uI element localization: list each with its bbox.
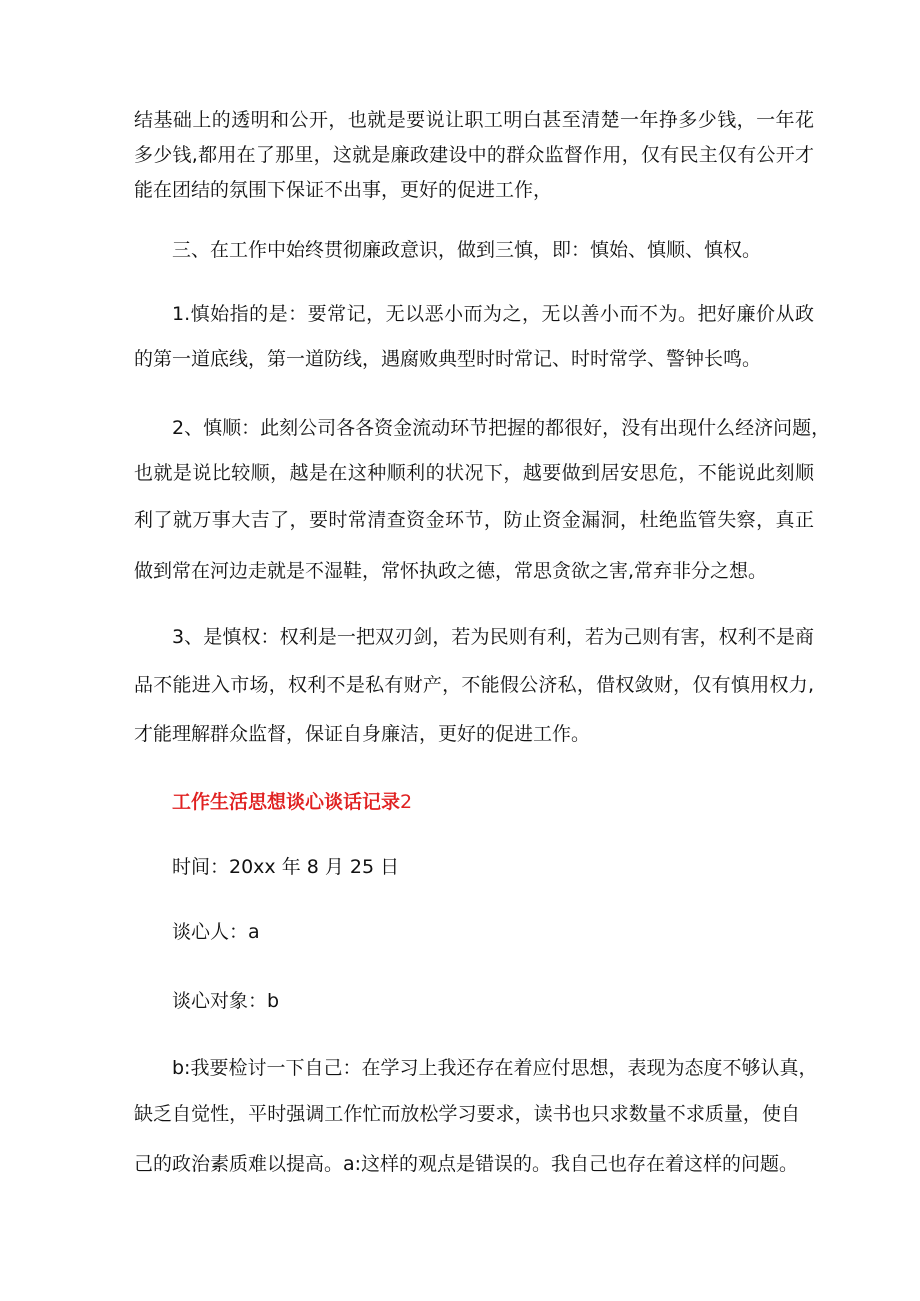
paragraph-line: 品不能进入市场，权利不是私有财产，不能假公济私，借权敛财，仅有慎用权力, [134,674,814,696]
paragraph-line: 做到常在河边走就是不湿鞋，常怀执政之德，常思贪欲之害,常弃非分之想。 [134,560,768,582]
meta-speaker: 谈心人：a [172,921,260,943]
paragraph-line: 2、慎顺：此刻公司各各资金流动环节把握的都很好，没有出现什么经济问题， [172,417,831,439]
paragraph-line: 己的政治素质难以提高。a:这样的观点是错误的。我自己也存在着这样的问题。 [134,1153,799,1175]
paragraph-line: 3、是慎权：权利是一把双刃剑，若为民则有利，若为己则有害，权利不是商 [172,626,814,648]
section-heading-title: 工作生活思想谈心谈话记录 [172,791,401,813]
section-heading [172,788,852,816]
section-three-heading: 三、在工作中始终贯彻廉政意识，做到三慎，即：慎始、慎顺、慎权。 [172,239,762,261]
paragraph-line: b:我要检讨一下自己：在学习上我还存在着应付思想，表现为态度不够认真， [172,1057,818,1079]
paragraph-line: 缺乏自觉性，平时强调工作忙而放松学习要求，读书也只求数量不求质量，使自 [134,1103,800,1125]
paragraph-line: 才能理解群众监督，保证自身廉洁，更好的促进工作。 [134,723,591,745]
paragraph-line: 也就是说比较顺，越是在这种顺利的状况下，越要做到居安思危，不能说此刻顺 [134,462,814,484]
paragraph-line: 能在团结的氛围下保证不出事，更好的促进工作， [134,179,553,201]
paragraph-line: 结基础上的透明和公开，也就是要说让职工明白甚至清楚一年挣多少钱，一年花 [134,109,814,131]
meta-target: 谈心对象：b [172,990,280,1012]
paragraph-line: 1.慎始指的是：要常记，无以恶小而为之，无以善小而不为。把好廉价从政 [172,303,814,325]
section-heading-number: 2 [400,791,413,813]
paragraph-line: 的第一道底线，第一道防线，遇腐败典型时时常记、时时常学、警钟长鸣。 [134,348,762,370]
meta-time: 时间：20xx 年 8 月 25 日 [172,856,400,878]
paragraph-line: 多少钱,都用在了那里，这就是廉政建设中的群众监督作用，仅有民主仅有公开才 [134,144,814,166]
paragraph-line: 利了就万事大吉了，要时常清查资金环节，防止资金漏洞，杜绝监管失察，真正 [134,509,814,531]
